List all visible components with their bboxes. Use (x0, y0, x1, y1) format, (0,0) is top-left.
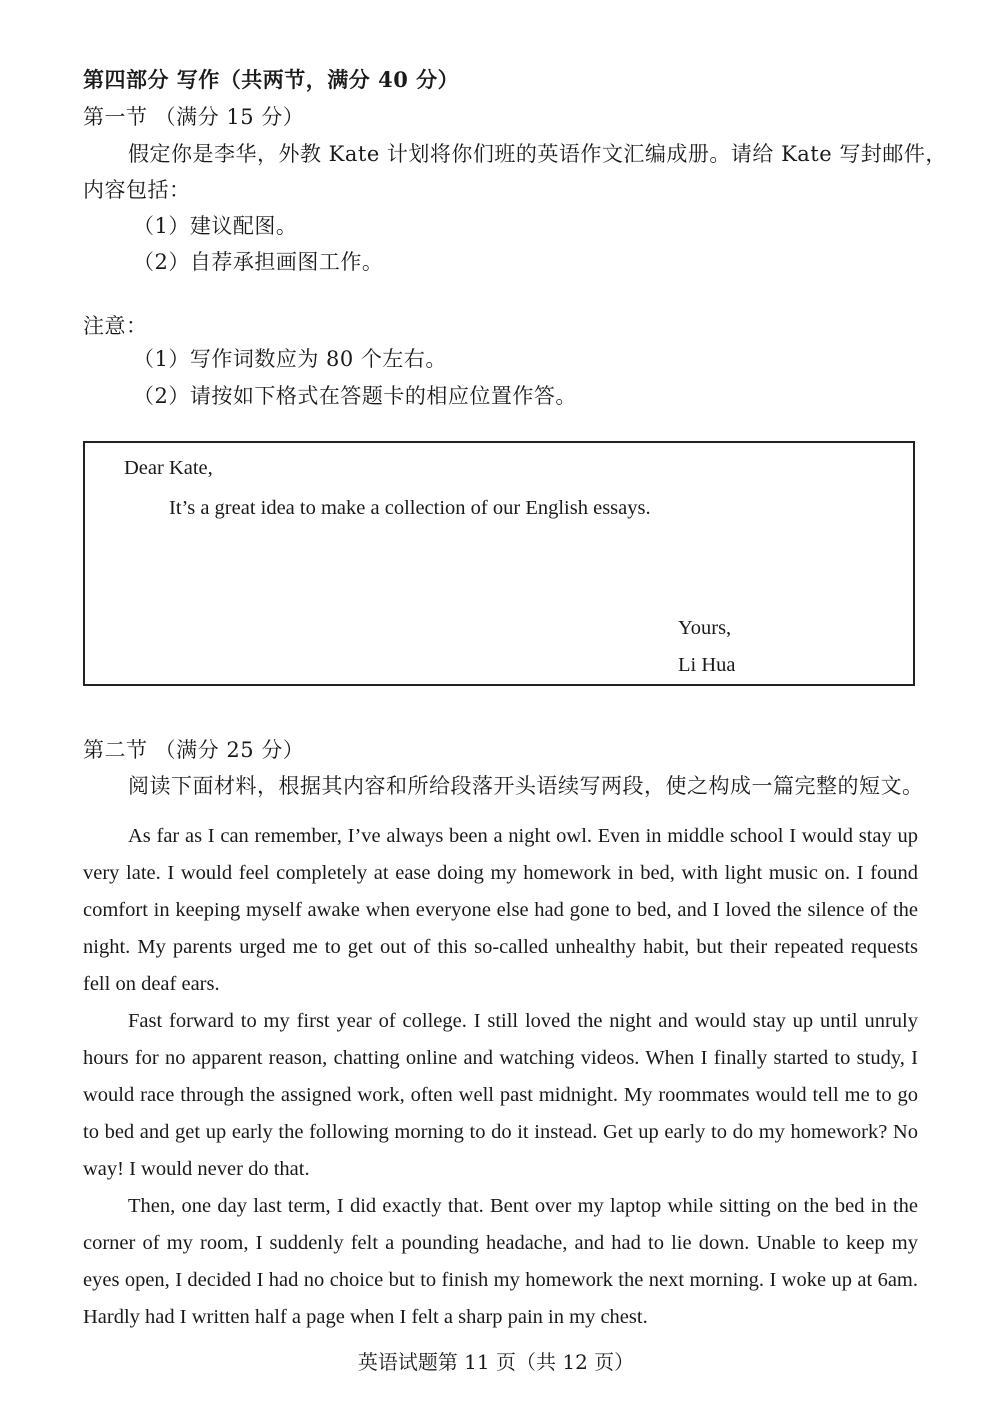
section1-prompt-line1: 假定你是李华，外教 Kate 计划将你们班的英语作文汇编成册。请给 Kate 写封邮件， (128, 142, 947, 166)
note-item: （2）请按如下格式在答题卡的相应位置作答。 (133, 384, 577, 408)
letter-opening: It’s a great idea to make a collection of our English essays. (169, 497, 651, 519)
section1-prompt-line2: 内容包括： (83, 178, 191, 202)
section1-heading: 第一节 （满分 15 分） (83, 105, 305, 129)
section2-instruction: 阅读下面材料，根据其内容和所给段落开头语续写两段，使之构成一篇完整的短文。 (128, 774, 924, 798)
story-text (83, 818, 918, 1336)
point-item: （2）自荐承担画图工作。 (133, 250, 384, 274)
story-paragraph: Then, one day last term, I did exactly that. Bent over my laptop while sitting on the bed in the corner of my room, I suddenly felt a pounding headache, and had to lie down. Unable to keep my eyes open, I decided I had no choice but to finish my homework the next morning. I woke up at 6am. Hardly had I written half a page when I felt a sharp pain in my chest. (83, 1195, 918, 1328)
page-footer: 英语试题第 11 页（共 12 页） (357, 1350, 635, 1374)
note-item: （1）写作词数应为 80 个左右。 (133, 347, 447, 371)
section2-heading: 第二节 （满分 25 分） (83, 738, 305, 762)
notes-label: 注意： (83, 314, 148, 338)
letter-signature: Li Hua (678, 654, 736, 676)
part-heading: 第四部分 写作（共两节，满分 40 分） (83, 67, 460, 92)
letter-closing: Yours, (678, 617, 732, 639)
story-paragraph: As far as I can remember, I’ve always been a night owl. Even in middle school I would stay up very late. I would feel completely at ease doing my homework in bed, with light music on. I found comfort in keeping myself awake when everyone else had gone to bed, and I loved the silence of the night. My parents urged me to get out of this so-called unhealthy habit, but their repeated requests fell on deaf ears. (83, 825, 918, 995)
point-item: （1）建议配图。 (133, 214, 298, 238)
letter-greeting: Dear Kate, (124, 457, 213, 479)
story-paragraph: Fast forward to my first year of college. I still loved the night and would stay up until unruly hours for no apparent reason, chatting online and watching videos. When I finally started to study, I would race through the assigned work, often well past midnight. My roommates would tell me to go to bed and get up early the following morning to do it instead. Get up early to do my homework? No way! I would never do that. (83, 1010, 918, 1180)
